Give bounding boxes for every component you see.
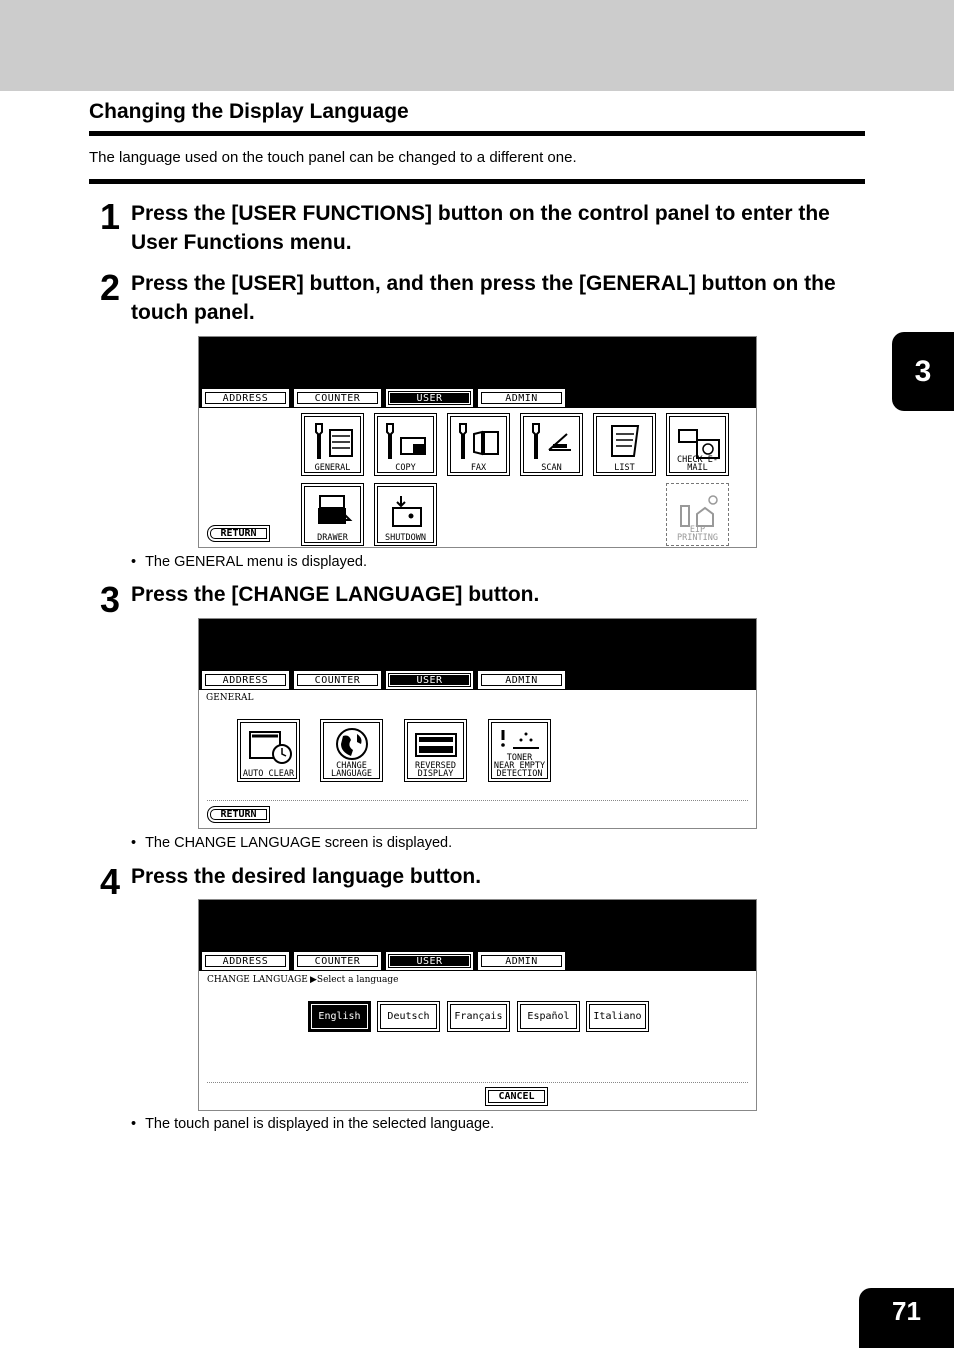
scan-button[interactable] bbox=[520, 413, 583, 476]
step-2-number: 2 bbox=[100, 267, 120, 308]
toner-label-line2: NEAR EMPTY bbox=[493, 761, 546, 771]
touch-panel-change-language bbox=[198, 899, 757, 1111]
language-english-button[interactable]: English bbox=[308, 1001, 371, 1032]
language-italiano-button[interactable]: Italiano bbox=[586, 1001, 649, 1032]
step-2-note-text: The GENERAL menu is displayed. bbox=[145, 554, 367, 570]
tab-address[interactable]: ADDRESS bbox=[202, 952, 289, 970]
tab-counter[interactable]: COUNTER bbox=[294, 952, 381, 970]
step-3-note: • The CHANGE LANGUAGE screen is displayed. bbox=[131, 835, 453, 851]
fax-label: FAX bbox=[470, 463, 487, 473]
change-language-label-line1: CHANGE bbox=[336, 761, 367, 771]
check-email-label: CHECK E-MAIL bbox=[677, 455, 718, 473]
auto-clear-timer-icon bbox=[244, 726, 294, 768]
eip-printing-button[interactable] bbox=[666, 483, 729, 546]
chapter-tab: 3 bbox=[892, 332, 954, 411]
divider bbox=[207, 1082, 748, 1083]
header-band bbox=[0, 0, 954, 91]
reversed-display-label-line2: DISPLAY bbox=[417, 769, 454, 779]
fax-button[interactable] bbox=[447, 413, 510, 476]
panel-tabs bbox=[202, 671, 565, 689]
step-4-note: • The touch panel is displayed in the selected language. bbox=[131, 1116, 495, 1132]
triangle-right-icon: ▶ bbox=[310, 975, 317, 985]
wrench-fax-icon bbox=[454, 420, 504, 462]
intro-text: The language used on the touch panel can be changed to a different one. bbox=[89, 149, 577, 166]
step-4-note-text: The touch panel is displayed in the selected language. bbox=[145, 1116, 495, 1132]
breadcrumb: GENERAL bbox=[206, 693, 254, 703]
tab-user[interactable]: USER bbox=[386, 952, 473, 970]
list-label: LIST bbox=[614, 463, 635, 473]
wrench-scan-icon bbox=[527, 420, 577, 462]
language-deutsch-button[interactable]: Deutsch bbox=[377, 1001, 440, 1032]
page-number: 71 bbox=[859, 1288, 954, 1348]
return-button[interactable]: RETURN bbox=[207, 806, 270, 823]
touch-panel-general-menu bbox=[198, 618, 757, 829]
prompt-text: Select a language bbox=[316, 975, 399, 985]
step-3-note-text: The CHANGE LANGUAGE screen is displayed. bbox=[145, 835, 453, 851]
reversed-display-button[interactable] bbox=[404, 719, 467, 782]
tab-admin[interactable]: ADMIN bbox=[478, 952, 565, 970]
title-rule bbox=[89, 131, 865, 136]
section-title: Changing the Display Language bbox=[89, 100, 409, 123]
step-3-text: Press the [CHANGE LANGUAGE] button. bbox=[131, 583, 540, 606]
tab-counter[interactable]: COUNTER bbox=[294, 389, 381, 407]
shutdown-label: SHUTDOWN bbox=[385, 533, 426, 543]
tab-user[interactable]: USER bbox=[386, 671, 473, 689]
shutdown-icon bbox=[381, 490, 431, 532]
check-email-button[interactable] bbox=[666, 413, 729, 476]
change-language-label-line2: LANGUAGE bbox=[331, 769, 372, 779]
cancel-button[interactable]: CANCEL bbox=[485, 1087, 548, 1106]
list-button[interactable] bbox=[593, 413, 656, 476]
tab-admin[interactable]: ADMIN bbox=[478, 671, 565, 689]
copy-label: COPY bbox=[395, 463, 416, 473]
step-1-number: 1 bbox=[100, 196, 120, 237]
drawer-printer-icon bbox=[308, 490, 358, 532]
step-2-note: • The GENERAL menu is displayed. bbox=[131, 554, 367, 570]
toner-label-line1: TONER bbox=[506, 753, 533, 763]
language-francais-button[interactable]: Français bbox=[447, 1001, 510, 1032]
tab-admin[interactable]: ADMIN bbox=[478, 389, 565, 407]
return-button[interactable]: RETURN bbox=[207, 525, 270, 542]
tab-user[interactable]: USER bbox=[386, 389, 473, 407]
general-button[interactable] bbox=[301, 413, 364, 476]
step-4-text: Press the desired language button. bbox=[131, 865, 482, 888]
prompt bbox=[310, 975, 398, 985]
tab-address[interactable]: ADDRESS bbox=[202, 671, 289, 689]
drawer-button[interactable] bbox=[301, 483, 364, 546]
scan-label: SCAN bbox=[541, 463, 562, 473]
panel-tabs bbox=[202, 952, 565, 970]
breadcrumb: CHANGE LANGUAGE bbox=[207, 975, 308, 985]
step-4-number: 4 bbox=[100, 861, 120, 902]
toner-near-empty-button[interactable] bbox=[488, 719, 551, 782]
panel-tabs bbox=[202, 389, 565, 407]
tab-counter[interactable]: COUNTER bbox=[294, 671, 381, 689]
shutdown-button[interactable] bbox=[374, 483, 437, 546]
wrench-copy-icon bbox=[381, 420, 431, 462]
copy-button[interactable] bbox=[374, 413, 437, 476]
language-espanol-button[interactable]: Español bbox=[517, 1001, 580, 1032]
general-label: GENERAL bbox=[314, 463, 351, 473]
step-2-text: Press the [USER] button, and then press the [GENERAL] button on the touch panel. bbox=[131, 272, 836, 324]
step-1-text: Press the [USER FUNCTIONS] button on the control panel to enter the User Functions menu. bbox=[131, 202, 830, 254]
auto-clear-button[interactable] bbox=[237, 719, 300, 782]
list-document-icon bbox=[600, 420, 650, 462]
reversed-display-label-line1: REVERSED bbox=[415, 761, 456, 771]
divider bbox=[207, 800, 748, 801]
eip-printing-label: EIP PRINTING bbox=[677, 525, 718, 543]
change-language-button[interactable] bbox=[320, 719, 383, 782]
step-3-number: 3 bbox=[100, 579, 120, 620]
intro-rule bbox=[89, 179, 865, 184]
tab-address[interactable]: ADDRESS bbox=[202, 389, 289, 407]
touch-panel-user-menu bbox=[198, 336, 757, 548]
auto-clear-label: AUTO CLEAR bbox=[242, 769, 295, 779]
toner-label-line3: DETECTION bbox=[496, 769, 543, 779]
wrench-copier-icon bbox=[308, 420, 358, 462]
drawer-label: DRAWER bbox=[317, 533, 348, 543]
